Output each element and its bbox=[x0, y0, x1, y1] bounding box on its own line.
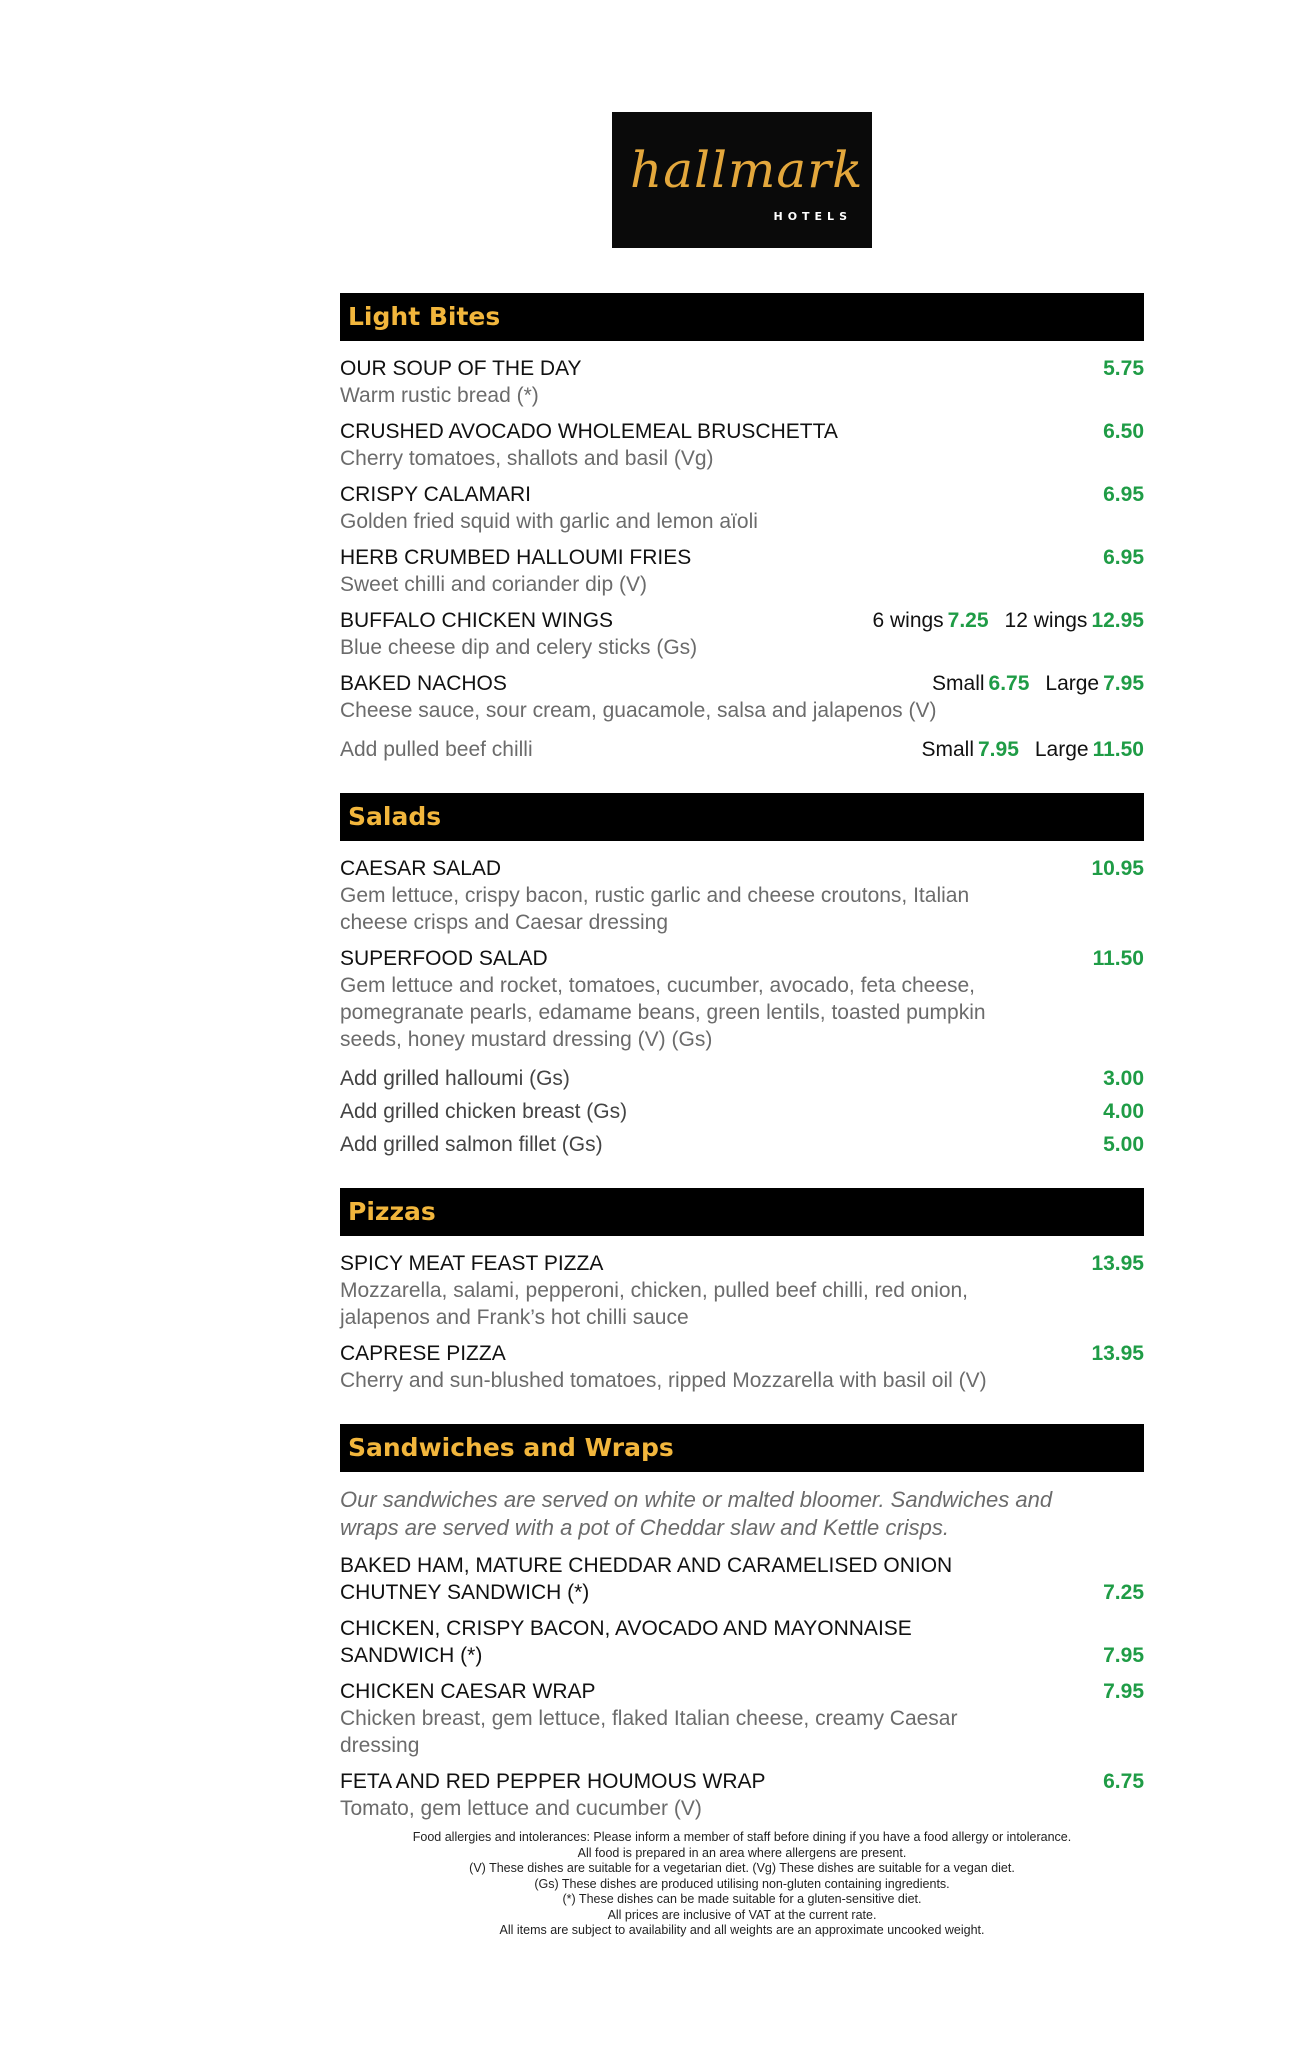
section-header: Salads bbox=[340, 793, 1144, 841]
option-label: Large bbox=[1034, 738, 1089, 761]
footer-line: (V) These dishes are suitable for a vegetarian diet. (Vg) These dishes are suitable for a vegan diet. bbox=[469, 1861, 1015, 1875]
menu-section bbox=[340, 293, 1144, 763]
item-name: SPICY MEAT FEAST PIZZA bbox=[340, 1252, 604, 1275]
footer-line: All food is prepared in an area where allergens are present. bbox=[577, 1845, 907, 1860]
menu-item-row bbox=[340, 607, 1144, 634]
menu-item-row bbox=[340, 418, 1144, 445]
menu-item bbox=[340, 544, 1144, 598]
footer-line: (*) These dishes can be made suitable for a gluten-sensitive diet. bbox=[562, 1892, 922, 1906]
menu-item-row bbox=[340, 670, 1144, 697]
menu-item bbox=[340, 607, 1144, 661]
item-price: 11.50 bbox=[1092, 947, 1144, 970]
item-price: 7.95 bbox=[1103, 1680, 1144, 1703]
addon-row bbox=[340, 736, 1144, 763]
option-price: 7.95 bbox=[1103, 672, 1144, 695]
price-option bbox=[921, 738, 1018, 761]
item-name: CHICKEN CAESAR WRAP bbox=[340, 1680, 596, 1703]
item-price: 10.95 bbox=[1091, 857, 1144, 880]
menu-item-row bbox=[340, 481, 1144, 508]
menu-body bbox=[340, 293, 1144, 1852]
item-price: 13.95 bbox=[1091, 1252, 1144, 1275]
item-description: Blue cheese dip and celery sticks (Gs) bbox=[340, 636, 698, 659]
item-name: BUFFALO CHICKEN WINGS bbox=[340, 609, 614, 632]
item-description: Chicken breast, gem lettuce, flaked Italian cheese, creamy Caesar dressing bbox=[340, 1707, 958, 1757]
menu-section bbox=[340, 1424, 1144, 1822]
item-price: 6.95 bbox=[1103, 483, 1144, 506]
item-description: Cherry and sun-blushed tomatoes, ripped Mozzarella with basil oil (V) bbox=[340, 1369, 987, 1392]
menu-item-row bbox=[340, 1615, 1144, 1669]
allergen-footer bbox=[340, 1830, 1144, 1939]
price-option bbox=[932, 672, 1029, 695]
logo-script-text: hallmark bbox=[630, 141, 864, 199]
item-name: SUPERFOOD SALAD bbox=[340, 947, 548, 970]
item-price: 6.95 bbox=[1103, 546, 1144, 569]
item-description: Warm rustic bread (*) bbox=[340, 384, 539, 407]
item-name: CHICKEN, CRISPY BACON, AVOCADO AND MAYONNAISE SANDWICH (*) bbox=[340, 1617, 912, 1667]
option-label: Small bbox=[932, 672, 985, 695]
item-description: Cheese sauce, sour cream, guacamole, salsa and jalapenos (V) bbox=[340, 699, 937, 722]
item-price: 5.75 bbox=[1103, 357, 1144, 380]
menu-item-row bbox=[340, 855, 1144, 882]
menu-item bbox=[340, 1250, 1144, 1331]
item-name: HERB CRUMBED HALLOUMI FRIES bbox=[340, 546, 692, 569]
menu-item bbox=[340, 945, 1144, 1053]
menu-item-row bbox=[340, 1768, 1144, 1795]
item-description: Sweet chilli and coriander dip (V) bbox=[340, 573, 647, 596]
addon-row bbox=[340, 1131, 1144, 1158]
addon-price: 3.00 bbox=[1103, 1067, 1144, 1090]
logo-sub-text: HOTELS bbox=[773, 210, 852, 223]
menu-item-row bbox=[340, 1678, 1144, 1705]
menu-item bbox=[340, 418, 1144, 472]
menu-item bbox=[340, 1340, 1144, 1394]
price-option bbox=[872, 609, 988, 632]
menu-item bbox=[340, 1552, 1144, 1606]
item-name: BAKED NACHOS bbox=[340, 672, 507, 695]
item-price: 6.50 bbox=[1103, 420, 1144, 443]
price-options bbox=[905, 736, 1144, 763]
price-options bbox=[916, 670, 1144, 697]
addon-name: Add grilled salmon fillet (Gs) bbox=[340, 1133, 603, 1156]
item-description: Gem lettuce, crispy bacon, rustic garlic and cheese croutons, Italian cheese crisps and Caesar dressing bbox=[340, 884, 970, 934]
option-label: Large bbox=[1045, 672, 1100, 695]
menu-item-row bbox=[340, 355, 1144, 382]
price-option bbox=[1045, 672, 1144, 695]
item-price: 7.25 bbox=[1103, 1581, 1144, 1604]
item-name: BAKED HAM, MATURE CHEDDAR AND CARAMELISED ONION CHUTNEY SANDWICH (*) bbox=[340, 1554, 953, 1604]
menu-item-row bbox=[340, 945, 1144, 972]
addon-list bbox=[340, 1065, 1144, 1158]
addon-price: 4.00 bbox=[1103, 1100, 1144, 1123]
item-name: OUR SOUP OF THE DAY bbox=[340, 357, 582, 380]
item-name: FETA AND RED PEPPER HOUMOUS WRAP bbox=[340, 1770, 766, 1793]
footer-line: All prices are inclusive of VAT at the current rate. bbox=[607, 1907, 877, 1922]
item-description: Tomato, gem lettuce and cucumber (V) bbox=[340, 1797, 702, 1820]
menu-item bbox=[340, 1615, 1144, 1669]
price-option bbox=[1005, 609, 1144, 632]
menu-item bbox=[340, 855, 1144, 936]
menu-item-row bbox=[340, 544, 1144, 571]
section-header: Light Bites bbox=[340, 293, 1144, 341]
option-label: 12 wings bbox=[1004, 609, 1088, 632]
menu-item bbox=[340, 1768, 1144, 1822]
menu-item bbox=[340, 355, 1144, 409]
addon-name: Add grilled chicken breast (Gs) bbox=[340, 1100, 628, 1123]
option-price: 11.50 bbox=[1092, 738, 1144, 761]
section-intro: Our sandwiches are served on white or malted bloomer. Sandwiches and wraps are served with a pot of Cheddar slaw and Kettle crisps. bbox=[340, 1487, 1053, 1540]
menu-item-row bbox=[340, 1340, 1144, 1367]
item-price: 13.95 bbox=[1091, 1342, 1144, 1365]
option-price: 12.95 bbox=[1091, 609, 1144, 632]
footer-line: (Gs) These dishes are produced utilising non-gluten containing ingredients. bbox=[534, 1876, 950, 1891]
section-header: Pizzas bbox=[340, 1188, 1144, 1236]
item-description: Gem lettuce and rocket, tomatoes, cucumber, avocado, feta cheese, pomegranate pearls, edamame beans, green lentils, toasted pumpkin seeds, honey mustard dressing (V) (Gs) bbox=[340, 974, 986, 1051]
menu-item-row bbox=[340, 1552, 1144, 1606]
addon-row bbox=[340, 1098, 1144, 1125]
addon-name: Add pulled beef chilli bbox=[340, 738, 533, 761]
menu-item-row bbox=[340, 1250, 1144, 1277]
menu-item bbox=[340, 1678, 1144, 1759]
menu-section bbox=[340, 1188, 1144, 1394]
footer-line: Food allergies and intolerances: Please inform a member of staff before dining if you have a food allergy or intolerance. bbox=[412, 1830, 1072, 1844]
item-name: CRISPY CALAMARI bbox=[340, 483, 531, 506]
menu-item bbox=[340, 670, 1144, 763]
item-price: 7.95 bbox=[1103, 1644, 1144, 1667]
item-price: 6.75 bbox=[1103, 1770, 1144, 1793]
item-name: CRUSHED AVOCADO WHOLEMEAL BRUSCHETTA bbox=[340, 420, 838, 443]
item-name: CAPRESE PIZZA bbox=[340, 1342, 506, 1365]
menu-section bbox=[340, 793, 1144, 1158]
item-name: CAESAR SALAD bbox=[340, 857, 502, 880]
price-option bbox=[1035, 738, 1144, 761]
price-options bbox=[856, 607, 1144, 634]
option-label: 6 wings bbox=[872, 609, 944, 632]
addon-name: Add grilled halloumi (Gs) bbox=[340, 1067, 570, 1090]
option-price: 7.95 bbox=[978, 738, 1019, 761]
menu-item bbox=[340, 481, 1144, 535]
option-price: 6.75 bbox=[988, 672, 1030, 695]
footer-line: All items are subject to availability and all weights are an approximate uncooked weight. bbox=[499, 1923, 985, 1937]
item-description: Golden fried squid with garlic and lemon aïoli bbox=[340, 510, 758, 533]
hallmark-logo bbox=[612, 112, 872, 248]
item-description: Cherry tomatoes, shallots and basil (Vg) bbox=[340, 447, 714, 470]
option-label: Small bbox=[921, 738, 974, 761]
item-description: Mozzarella, salami, pepperoni, chicken, pulled beef chilli, red onion, jalapenos and Frank’s hot chilli sauce bbox=[340, 1279, 969, 1329]
option-price: 7.25 bbox=[947, 609, 989, 632]
addon-row bbox=[340, 1065, 1144, 1092]
addon-price: 5.00 bbox=[1103, 1133, 1144, 1156]
section-header: Sandwiches and Wraps bbox=[340, 1424, 1144, 1472]
